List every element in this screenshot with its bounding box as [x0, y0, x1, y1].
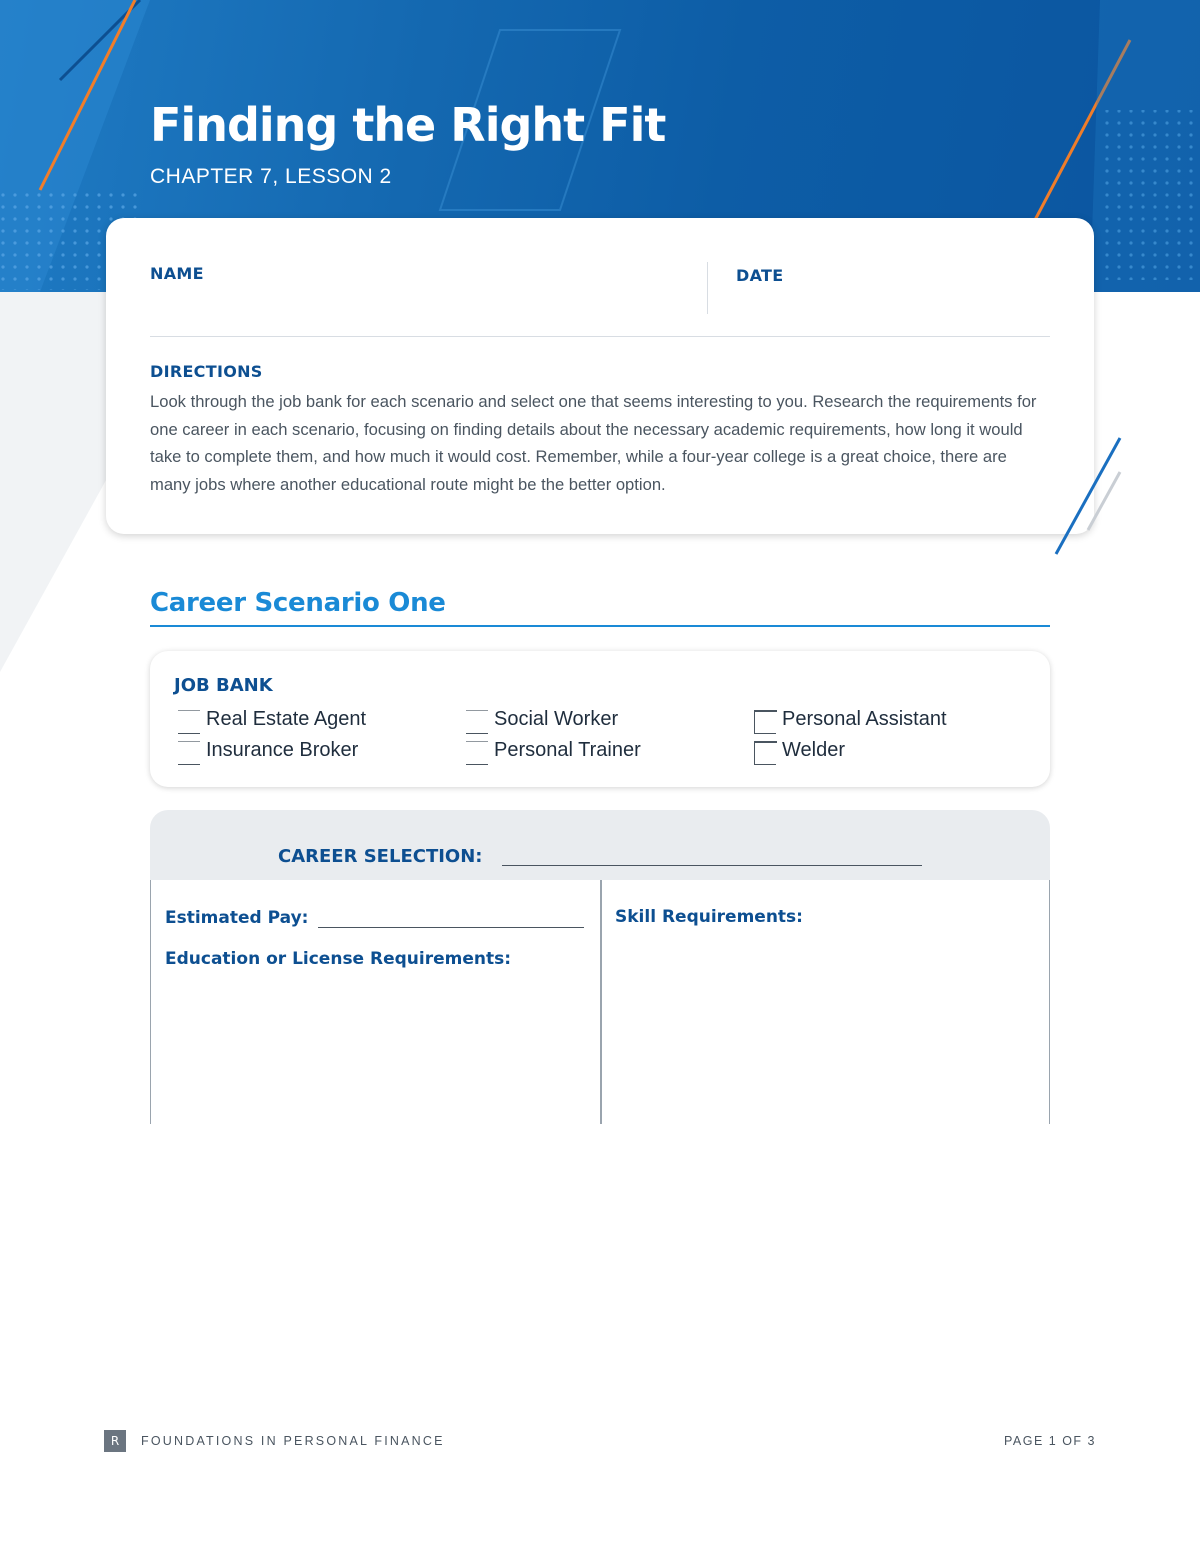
info-card — [106, 218, 1094, 534]
job-label: Personal Assistant — [782, 708, 947, 730]
field-divider — [707, 262, 708, 314]
section-divider — [150, 336, 1050, 337]
job-label: Real Estate Agent — [206, 708, 367, 730]
name-label: NAME — [150, 264, 204, 283]
footer-brand: FOUNDATIONS IN PERSONAL FINANCE — [141, 1434, 445, 1448]
career-selection-label: CAREER SELECTION: — [278, 846, 483, 867]
directions-text: Look through the job bank for each scenario and select one that seems interesting to you. Research the requirements for one career in each scenario, focusing on finding details about the necessary academic requirements, how long it would take to complete them, and how much it would cost. Remember, while a four-year college is a great choice, there are many jobs where another educational route might be the better option. — [150, 392, 1037, 494]
page-subtitle: CHAPTER 7, LESSON 2 — [150, 165, 392, 188]
checkbox[interactable] — [754, 710, 776, 734]
checkbox[interactable] — [466, 710, 488, 734]
career-selection-header — [150, 810, 1050, 880]
career-selection-input[interactable] — [502, 865, 922, 866]
brand-logo: R — [104, 1430, 126, 1452]
job-label: Welder — [782, 739, 845, 761]
job-bank — [150, 651, 1050, 787]
scenario-title: Career Scenario One — [150, 588, 446, 618]
checkbox[interactable] — [178, 741, 200, 765]
page-number: PAGE 1 OF 3 — [1004, 1434, 1096, 1448]
page-title: Finding the Right Fit — [150, 98, 666, 152]
education-requirements-label: Education or License Requirements: — [165, 949, 512, 969]
scenario-rule — [150, 625, 1050, 627]
column-divider — [600, 880, 602, 1124]
estimated-pay-input[interactable] — [318, 927, 584, 928]
checkbox[interactable] — [754, 741, 776, 765]
career-selection-section — [150, 810, 1050, 1124]
checkbox[interactable] — [466, 741, 488, 765]
decorative-slashes — [1040, 430, 1130, 570]
skill-requirements-label: Skill Requirements: — [615, 907, 803, 927]
directions-label: DIRECTIONS — [150, 362, 263, 381]
job-bank-title: JOB BANK — [174, 675, 273, 696]
estimated-pay-label: Estimated Pay: — [165, 908, 309, 928]
job-label: Social Worker — [494, 708, 619, 730]
job-label: Insurance Broker — [206, 739, 359, 761]
job-label: Personal Trainer — [494, 739, 641, 761]
date-label: DATE — [736, 266, 784, 285]
checkbox[interactable] — [178, 710, 200, 734]
